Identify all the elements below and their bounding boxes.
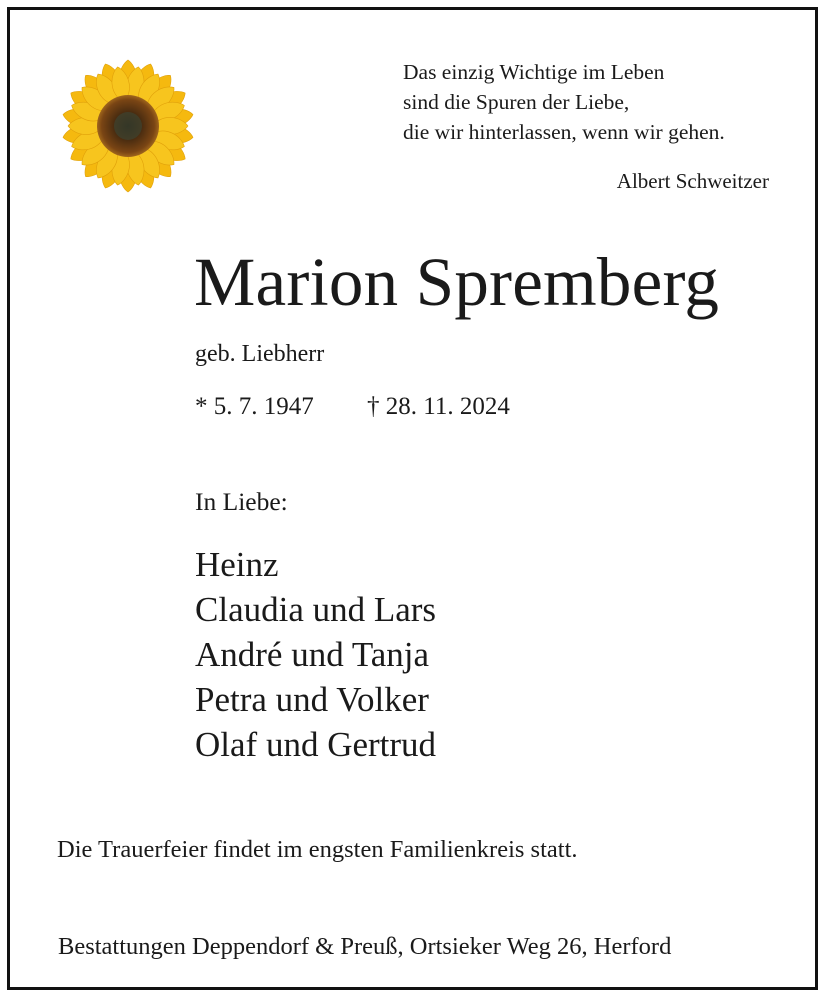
life-dates [195, 393, 510, 421]
birth-date: * 5. 7. 1947 [195, 393, 314, 420]
epigraph-quote [403, 57, 725, 147]
sunflower-icon [58, 58, 198, 194]
quote-line: sind die Spuren der Liebe, [403, 90, 630, 114]
mourners-intro: In Liebe: [195, 487, 288, 516]
quote-line: die wir hinterlassen, wenn wir gehen. [403, 120, 725, 144]
mourner-name: Claudia und Lars [195, 590, 437, 629]
quote-author: Albert Schweitzer [616, 169, 769, 193]
ceremony-note: Die Trauerfeier findet im engsten Familienkreis statt. [57, 836, 578, 863]
mourners-list [195, 542, 436, 767]
mourner-name: Petra und Volker [195, 680, 429, 719]
undertaker-line: Bestattungen Deppendorf & Preuß, Ortsieker Weg 26, Herford [58, 933, 672, 960]
mourner-name: Olaf und Gertrud [195, 725, 437, 764]
quote-line: Das einzig Wichtige im Leben [403, 60, 665, 84]
mourner-name: André und Tanja [195, 635, 430, 674]
maiden-name: geb. Liebherr [195, 341, 325, 367]
mourner-name: Heinz [195, 545, 279, 584]
deceased-name: Marion Spremberg [194, 244, 720, 320]
death-date: † 28. 11. 2024 [367, 393, 510, 420]
obituary-frame [7, 7, 818, 990]
